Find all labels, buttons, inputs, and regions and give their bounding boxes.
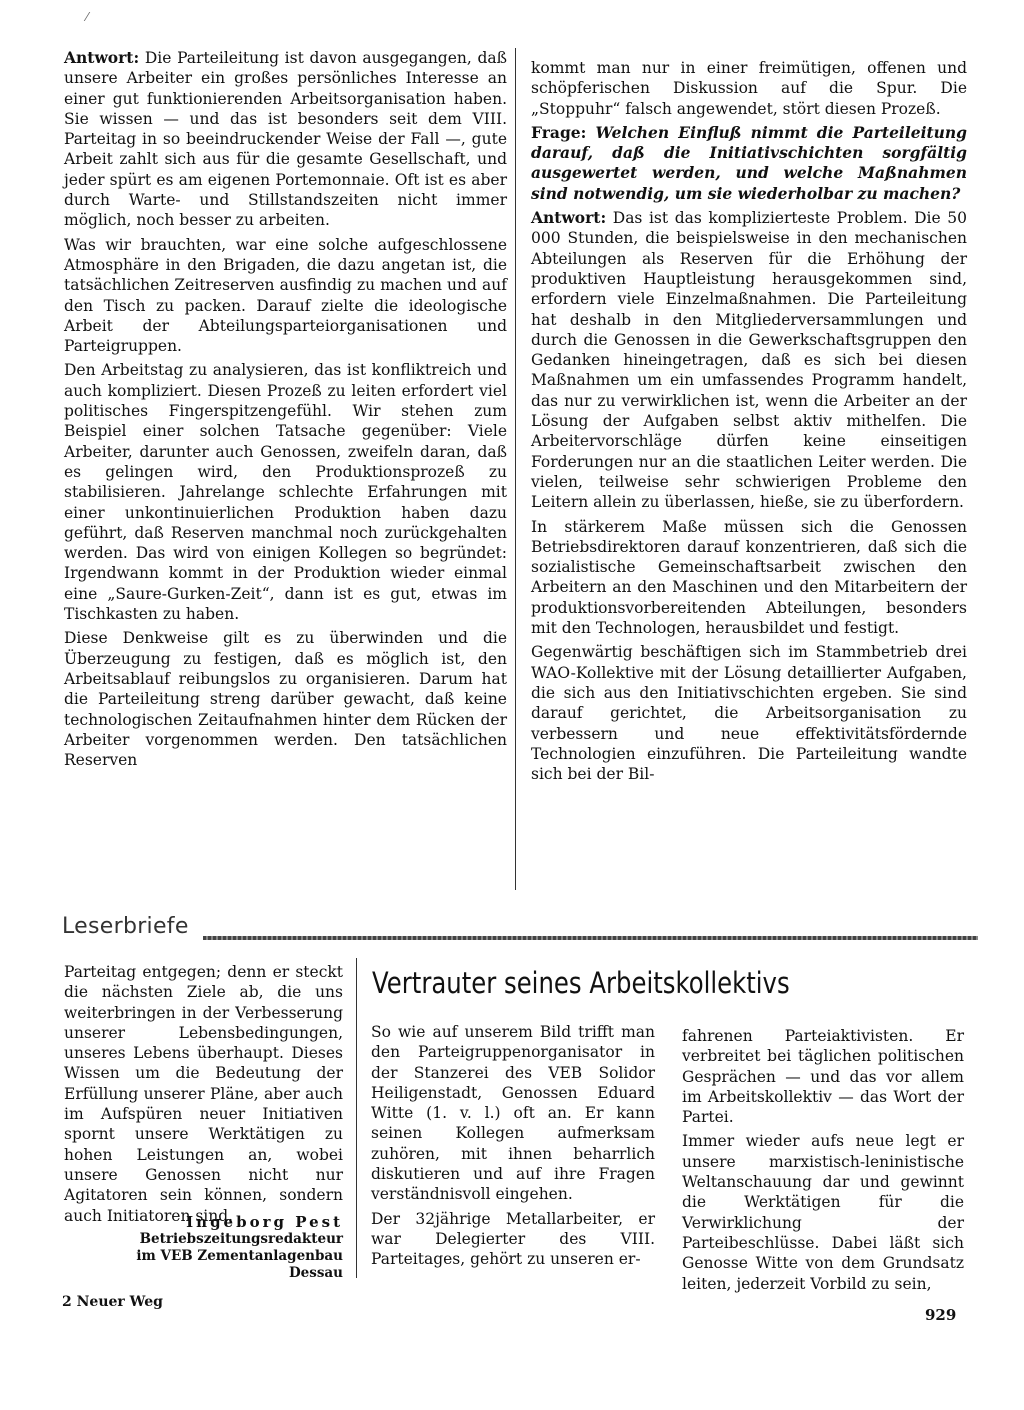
section-heading: Leserbriefe — [62, 914, 189, 939]
answer-text: Das ist das komplizierteste Problem. Die 50 000 Stunden, die beispielsweise in den mechanischen Abteilungen als Reserven für die Erhöhung der produktiven Hauptleistung herausgekommen sind, erfordern viele Einzelmaßnahmen. Die Parteileitung hat deshalb in den Mitgliederversammlungen und durch die Genossen in die Gewerkschaftsgruppen den Gedanken hineingetragen, daß es sich bei diesen Maßnahmen um ein umfassendes Programm handelt, das nur zu verwirklichen ist, wenn die Arbeiter an der Lösung der Aufgaben selbst aktiv mithelfen. Die Arbeitervorschläge dürfen keine einseitigen Forderungen nur an die staatlichen Leiter werden. Die vielen, teilweise sehr schwierigen Probleme den Leitern allein zu überlassen, hieße, sie zu überfordern. — [531, 209, 967, 512]
paragraph-answer-1 — [64, 48, 507, 231]
page-number: 929 — [925, 1306, 957, 1324]
column-divider — [515, 48, 516, 890]
paragraph-answer-2 — [531, 208, 967, 512]
paragraph: So wie auf unserem Bild trifft man den Parteigruppenorganisator in der Stanzerei des VEB Solidor Heiligenstadt, Genossen Eduard Witte (1. v. l.) oft an. Er kann seinen Kollegen aufmerksam zuhören, mit ihnen beharrlich diskutieren und auf ihre Fragen verständnisvoll eingehen. — [371, 1023, 655, 1204]
footer-publication: 2 Neuer Weg — [62, 1294, 163, 1310]
paragraph: Diese Denkweise gilt es zu überwinden und die Überzeugung zu festigen, daß es möglich ist, den Arbeitsablauf reibungslos zu organisieren. Darum hat die Parteileitung streng darüber gewacht, daß keine technologischen Zeitaufnahmen hinter dem Rücken der Arbeiter vorgenommen werden. Den tatsächlichen Reserven — [64, 629, 507, 770]
letter-signature — [64, 1214, 343, 1282]
article-column-right — [682, 1026, 964, 1298]
answer-text: Die Parteileitung ist davon ausgegangen, daß unsere Arbeiter ein großes persönliches Interesse an einer gut funktionierenden Arbeitsorganisation haben. Sie wissen — und das ist besonders seit dem VIII. Parteitag in so beeindruckender Weise der Fall —, gute Arbeit zahlt sich aus für die gesamte Gesellschaft, und jeder spürt es am eigenen Portemonnaie. Oft ist es aber durch Warte- und Stillstandszeiten nicht immer möglich, noch besser zu arbeiten. — [64, 49, 507, 230]
letter-column — [64, 962, 343, 1230]
author-role-2: im VEB Zementanlagenbau — [136, 1248, 343, 1264]
top-left-column — [64, 48, 507, 774]
article-column-left — [371, 1022, 655, 1274]
paragraph: Gegenwärtig beschäftigen sich im Stammbetrieb drei WAO-Kollektive mit der Lösung detaillierter Aufgaben, die sich aus den Initiativschichten ergeben. Sie sind darauf gerichtet, die Arbeitsorganisation zu verbessern und neue effektivitätsfördernde Technologien einzuführen. Die Parteileitung wandte sich bei der Bil- — [531, 643, 967, 784]
article-title: Vertrauter seines Arbeitskollektivs — [372, 966, 790, 1000]
author-role-3: Dessau — [288, 1265, 343, 1281]
question-text: Welchen Einfluß nimmt die Parteileitung darauf, daß die Initiativschichten sorgfältig ausgewertet werden, und welche Maßnahmen sind notwendig, um sie wiederholbar zu machen? — [531, 122, 967, 203]
section-rule — [203, 936, 978, 940]
top-right-column — [531, 58, 967, 788]
answer-label: Antwort: — [531, 208, 607, 228]
question-label: Frage: — [531, 122, 587, 142]
corner-mark: ⁄ — [86, 10, 89, 24]
paragraph: fahrenen Parteiaktivisten. Er verbreitet bei täglichen politischen Gesprächen — und das vor allem im Arbeitskollektiv — das Wort der Partei. — [682, 1027, 964, 1127]
paragraph: In stärkerem Maße müssen sich die Genossen Betriebsdirektoren darauf konzentrieren, daß sich die sozialistische Gemeinschaftsarbeit zwischen den Arbeitern an den Maschinen und den Mitarbeitern der produktionsvorbereitenden Abteilungen, besonders mit den Technologen, herausbildet und festigt. — [531, 517, 967, 638]
paragraph-question — [531, 123, 967, 204]
paragraph: kommt man nur in einer freimütigen, offenen und schöpferischen Diskussion auf die Spur. Die „Stoppuhr“ falsch angewendet, stört diesen Prozeß. — [531, 59, 967, 118]
letter-text: Parteitag entgegen; denn er steckt die nächsten Ziele ab, die uns weiterbringen in der Verbesserung unserer Lebensbedingungen, unseres Lebens überhaupt. Dieses Wissen um die Bedeutung der Erfüllung unserer Pläne, aber auch im Aufspüren neuer Initiativen spornt unsere Werktätigen zu hohen Leistungen an, wobei unsere Genossen nicht nur Agitatoren sein können, sondern auch Initiatoren sind. — [64, 963, 343, 1225]
paragraph: Den Arbeitstag zu analysieren, das ist konfliktreich und auch kompliziert. Diesen Prozeß zu leiten erfordert viel politisches Fingerspitzengefühl. Wir stehen zum Beispiel einer solchen Tatsache gegenüber: Viele Arbeiter, darunter auch Genossen, zweifeln daran, daß es gelingen wird, den Produktionsprozeß zu stabilisieren. Jahrelange schlechte Erfahrungen mit einer unkontinuierlichen Produktion haben dazu geführt, daß Reserven manchmal noch zurückgehalten werden. Das wird von einigen Kollegen so begründet: Irgendwann kommt in der Produktion wieder einmal eine „Saure-Gurken-Zeit“, dann ist es gut, etwas im Tischkasten zu haben. — [64, 361, 507, 624]
answer-label: Antwort: — [64, 48, 140, 67]
paragraph: Was wir brauchten, war eine solche aufgeschlossene Atmosphäre in den Brigaden, die dazu angetan ist, die tatsächlichen Zeitreserven ausfindig zu machen und auf den Tisch zu packen. Darauf zielte die ideologische Arbeit der Abteilungsparteiorganisationen und Parteigruppen. — [64, 235, 507, 356]
paragraph: Immer wieder aufs neue legt er unsere marxistisch-leninistische Weltanschauung dar und gewinnt die Werktätigen für die Verwirklichung der Parteibeschlüsse. Dabei läßt sich Genosse Witte von dem Grundsatz leiten, jederzeit Vorbild zu sein, — [682, 1132, 964, 1293]
column-divider — [356, 958, 357, 1278]
author-name: Ingeborg Pest — [186, 1213, 343, 1231]
author-role-1: Betriebszeitungsredakteur — [139, 1231, 343, 1247]
paragraph: Der 32jährige Metallarbeiter, er war Delegierter des VIII. Parteitages, gehört zu unseren er- — [371, 1209, 655, 1269]
